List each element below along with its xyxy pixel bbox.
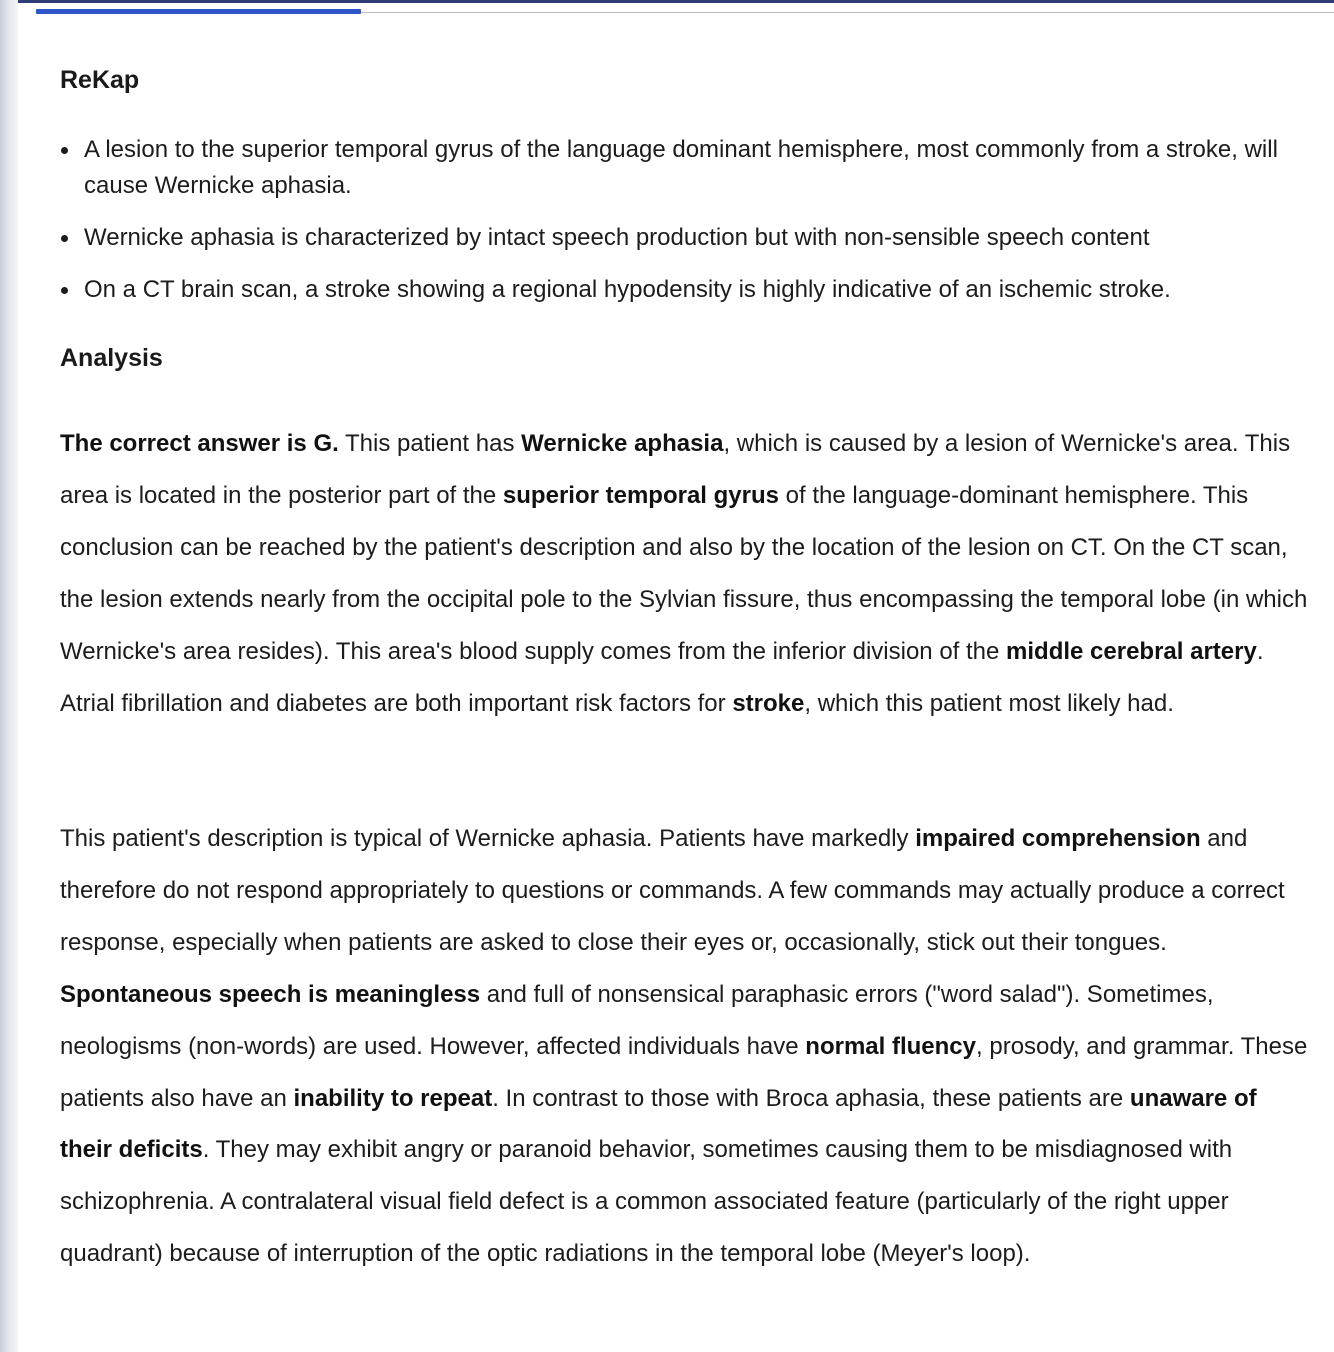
rekap-bullet-list [60, 132, 1332, 324]
key-term: middle cerebral artery [1006, 637, 1257, 665]
key-term: Spontaneous speech is meaningless [60, 980, 481, 1008]
rekap-heading: ReKap [60, 66, 140, 94]
key-term: Wernicke aphasia [521, 430, 724, 457]
paragraph-text: and therefore do not respond appropriately to questions or commands. A few commands may actually produce a correct response, especially when patients are asked to close their eyes or, occasionally, stick out their tongues. [60, 825, 1285, 956]
paragraph-text: . They may exhibit angry or paranoid behavior, sometimes causing them to be misdiagnosed with schizophrenia. A contralateral visual field defect is a common associated feature (particularly of the right upper quadrant) because of interruption of the optic radiations in the temporal lobe (Meyer's loop). [60, 1136, 1233, 1268]
rekap-bullet: Wernicke aphasia is characterized by intact speech production but with non-sensible speech content [60, 220, 1332, 256]
analysis-heading: Analysis [60, 344, 163, 372]
key-term: stroke [732, 689, 805, 717]
active-tab-indicator[interactable] [36, 9, 361, 14]
key-term: superior temporal gyrus [502, 481, 779, 509]
rekap-bullet: On a CT brain scan, a stroke showing a regional hypodensity is highly indicative of an ischemic stroke. [60, 272, 1332, 308]
paragraph-text: and full of nonsensical paraphasic errors ("word salad"). Sometimes, neologisms (non-words) are used. However, affected individuals have [60, 980, 1214, 1060]
paragraph-text: This patient's description is typical of Wernicke aphasia. Patients have markedly [60, 825, 916, 852]
key-term: impaired comprehension [915, 825, 1201, 852]
window-top-border [18, 0, 1334, 3]
analysis-paragraph-answer [60, 418, 1308, 729]
key-term: inability to repeat [293, 1084, 493, 1112]
paragraph-text: , prosody, and grammar. These patients also have an [60, 1032, 1308, 1112]
paragraph-text: This patient has [338, 430, 522, 457]
left-panel-edge [0, 0, 18, 1352]
paragraph-text: . In contrast to those with Broca aphasia, these patients are [492, 1084, 1130, 1112]
correct-answer-statement: The correct answer is G. [60, 430, 339, 457]
key-term: unaware of their deficits [60, 1084, 1257, 1164]
analysis-paragraph-description [60, 813, 1308, 1280]
paragraph-text: , which this patient most likely had. [804, 689, 1174, 717]
paragraph-text: . Atrial fibrillation and diabetes are both important risk factors for [60, 637, 1264, 717]
key-term: normal fluency [805, 1032, 977, 1060]
paragraph-text: , which is caused by a lesion of Wernicke's area. This area is located in the posterior part of the [60, 430, 1291, 509]
rekap-bullet: A lesion to the superior temporal gyrus of the language dominant hemisphere, most commonly from a stroke, will cause Wernicke aphasia. [60, 132, 1332, 204]
paragraph-text: of the language-dominant hemisphere. This conclusion can be reached by the patient's description and also by the location of the lesion on CT. On the CT scan, the lesion extends nearly from the occipital pole to the Sylvian fissure, thus encompassing the temporal lobe (in which Wernicke's area resides). This area's blood supply comes from the inferior division of the [60, 481, 1308, 665]
